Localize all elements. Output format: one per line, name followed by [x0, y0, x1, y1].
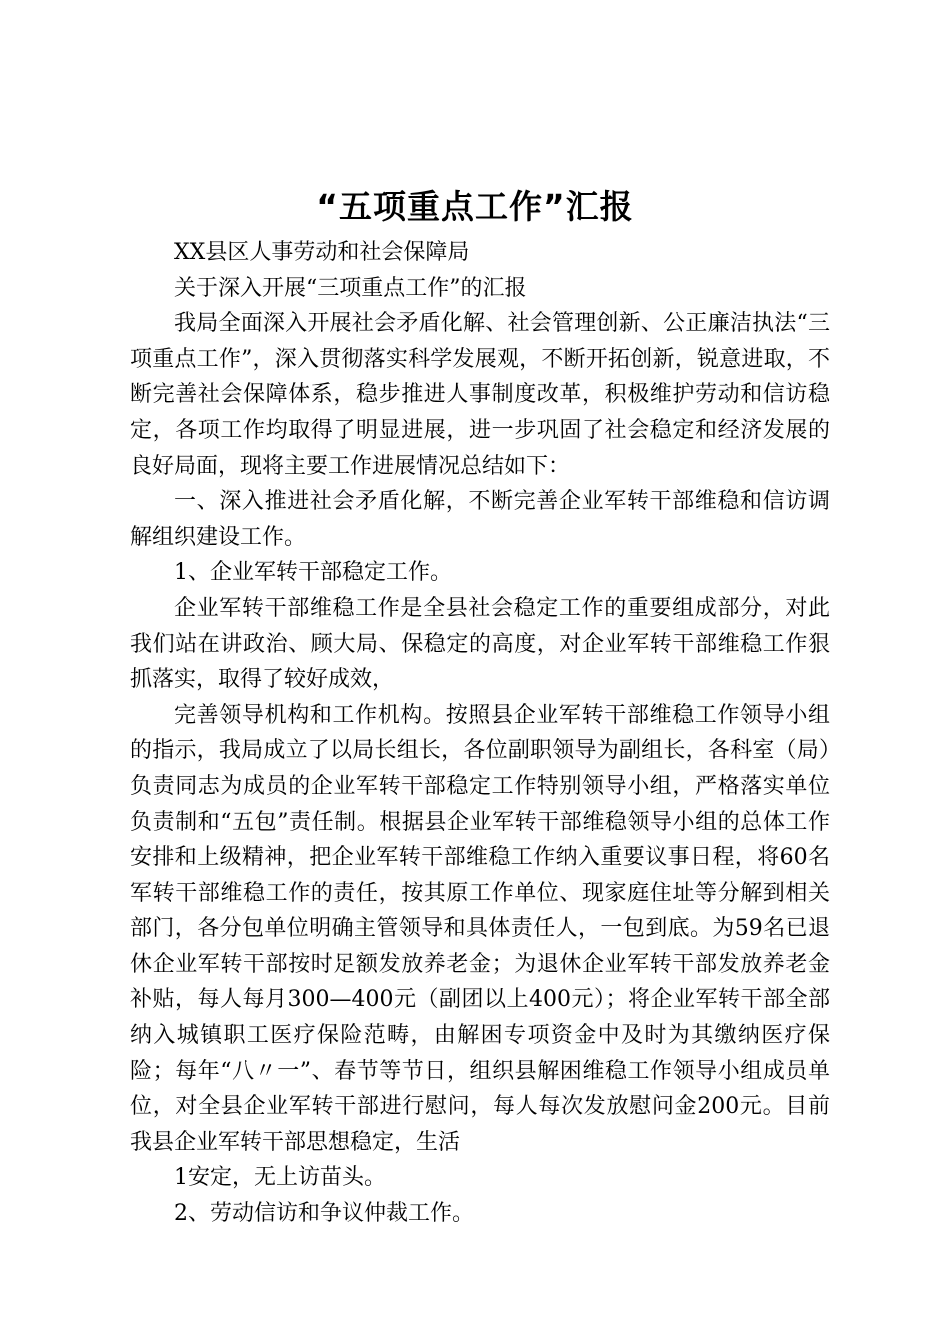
subsection-heading-1: 1、企业军转干部稳定工作。 — [174, 560, 452, 586]
subtitle-line: 关于深入开展“三项重点工作”的汇报 — [174, 275, 527, 301]
subsection-heading-2: 2、劳动信访和争议仲裁工作。 — [174, 1201, 474, 1227]
body-paragraph: 企业军转干部维稳工作是全县社会稳定工作的重要组成部分，对此我们站在讲政治、顾大局、保稳定的高度，对企业军转干部维稳工作狠抓落实，取得了较好成效， — [130, 595, 830, 693]
document-title: “五项重点工作”汇报 — [316, 187, 634, 226]
body-paragraph: 完善领导机构和工作机构。按照县企业军转干部维稳工作领导小组的指示，我局成立了以局长组长，各位副职领导为副组长，各科室（局）负责同志为成员的企业军转干部稳定工作特别领导小组，严格落实单位负责制和“五包”责任制。根据县企业军转干部维稳领导小组的总体工作安排和上级精神，把企业军转干部维稳工作纳入重要议事日程，将60名军转干部维稳工作的责任，按其原工作单位、现家庭住址等分解到相关部门，各分包单位明确主管领导和具体责任人，一包到底。为59名已退休企业军转干部按时足额发放养老金；为退休企业军转干部发放养老金补贴，每人每月300—400元（副团以上400元）；将企业军转干部全部纳入城镇职工医疗保险范畴，由解困专项资金中及时为其缴纳医疗保险；每年“八〃一”、春节等节日，组织县解困维稳工作领导小组成员单位，对全县企业军转干部进行慰问，每人每次发放慰问金200元。目前我县企业军转干部思想稳定，生活 — [130, 702, 830, 1155]
author-line: XX县区人事劳动和社会保障局 — [174, 240, 470, 265]
intro-paragraph: 我局全面深入开展社会矛盾化解、社会管理创新、公正廉洁执法“三项重点工作”，深入贯彻落实科学发展观，不断开拓创新，锐意进取，不断完善社会保障体系，稳步推进人事制度改革，积极维护劳动和信访稳定，各项工作均取得了明显进展，进一步巩固了社会稳定和经济发展的良好局面，现将主要工作进展情况总结如下： — [130, 311, 830, 479]
section-heading-1: 一、深入推进社会矛盾化解，不断完善企业军转干部维稳和信访调解组织建设工作。 — [130, 489, 830, 550]
document-body — [130, 235, 830, 1232]
body-paragraph: 1安定，无上访苗头。 — [174, 1165, 386, 1191]
